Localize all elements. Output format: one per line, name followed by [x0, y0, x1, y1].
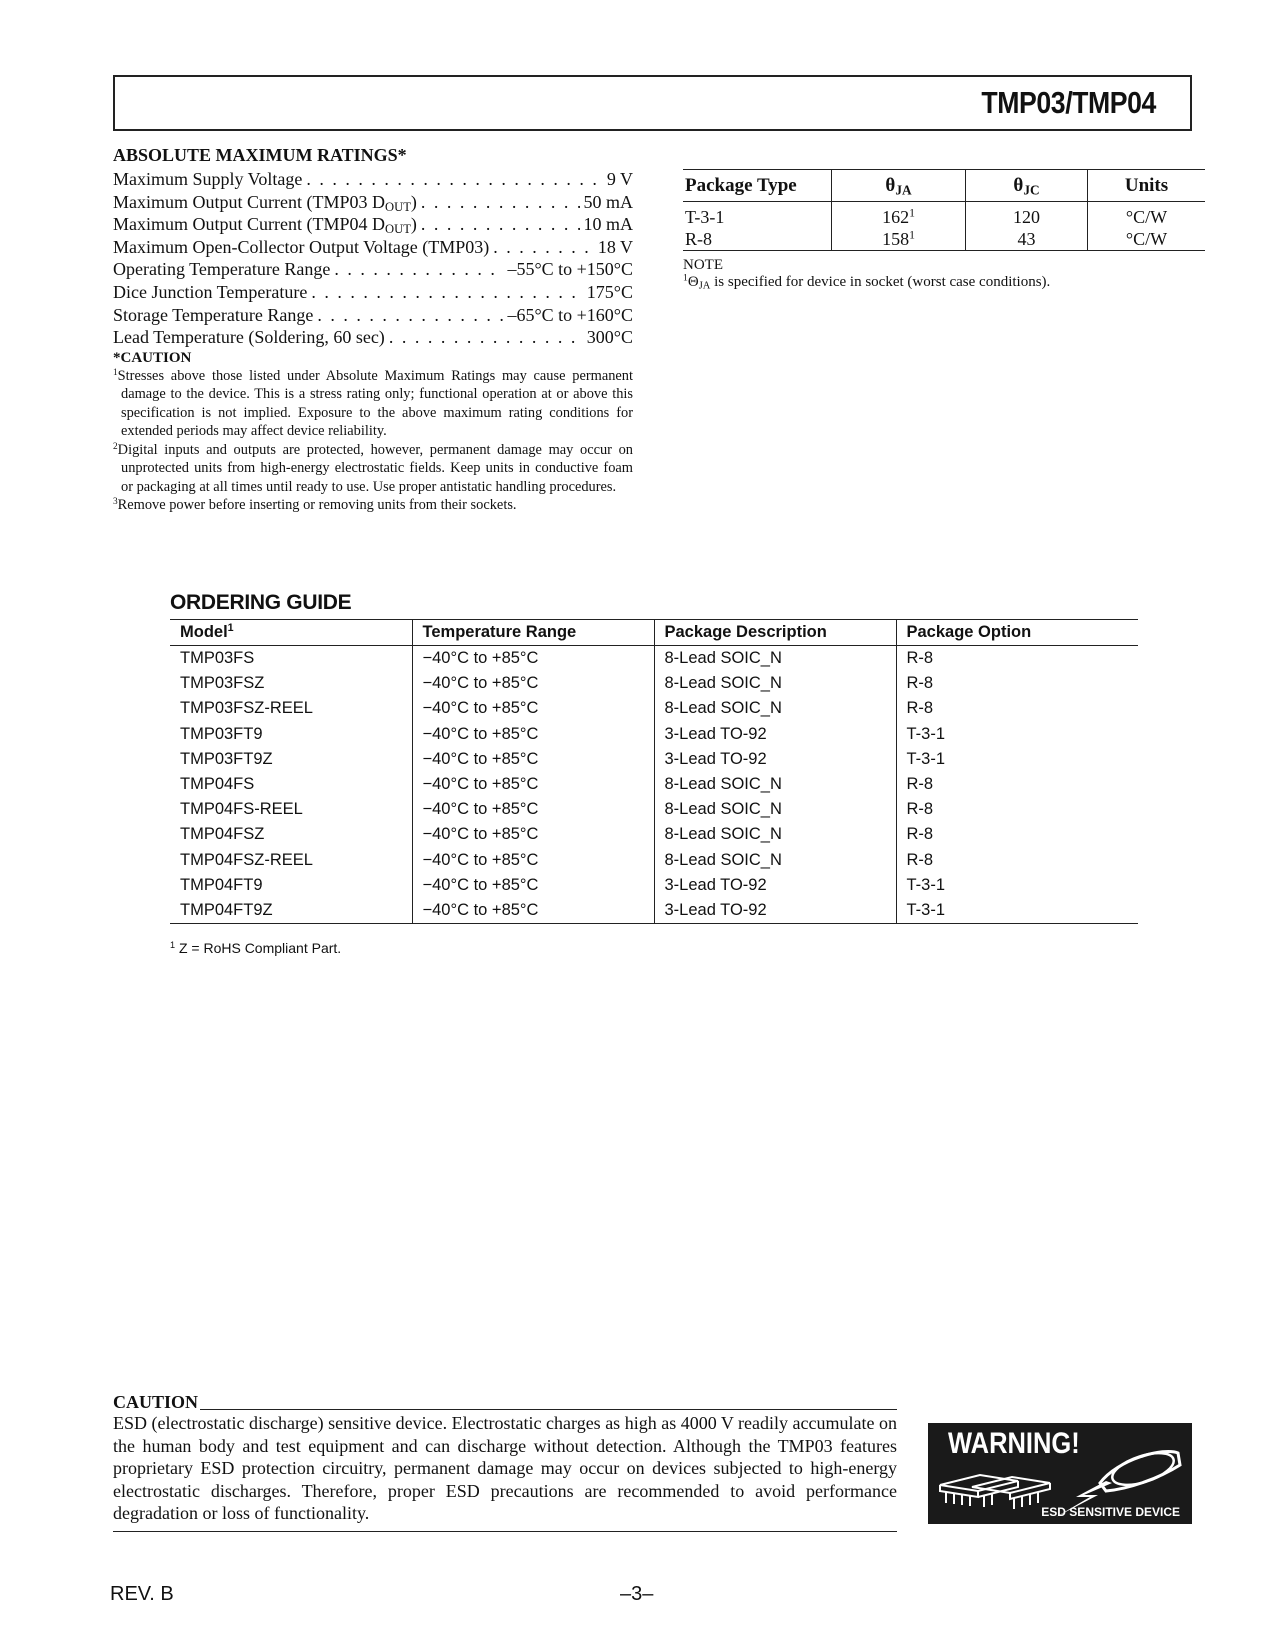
cell-units: °C/W	[1088, 228, 1206, 251]
cell-package-option: R-8	[896, 848, 1138, 873]
cell-model: TMP03FSZ	[180, 674, 265, 693]
leader-dots	[317, 304, 503, 327]
cell-package-description: 8-Lead SOIC_N	[654, 848, 896, 873]
col-units: Units	[1088, 170, 1206, 202]
cell-temperature-range: −40°C to +85°C	[412, 646, 654, 672]
rating-value: –65°C to +160°C	[507, 304, 633, 325]
cell-model: TMP03FT9	[180, 724, 263, 743]
section-title: ORDERING GUIDE	[170, 591, 352, 614]
rating-value: –55°C to +150°C	[507, 259, 633, 280]
cell-temperature-range: −40°C to +85°C	[412, 772, 654, 797]
table-row	[170, 772, 1138, 797]
page-number: –3–	[620, 1583, 654, 1605]
divider	[200, 1409, 897, 1410]
cell-theta-ja: $158^1$	[832, 228, 966, 251]
cell-package-option: T-3-1	[896, 747, 1138, 772]
cell-temperature-range: −40°C to +85°C	[412, 671, 654, 696]
cell-model: TMP04FS-REEL	[180, 800, 303, 819]
cell-package-description: 8-Lead SOIC_N	[654, 772, 896, 797]
cell-temperature-range: −40°C to +85°C	[412, 873, 654, 898]
rating-row	[113, 213, 633, 236]
rating-label: Maximum Supply Voltage	[113, 169, 303, 189]
table-row	[170, 873, 1138, 898]
table-row	[170, 898, 1138, 924]
cell-package-description: 8-Lead SOIC_N	[654, 797, 896, 822]
rating-row	[113, 191, 633, 214]
footnote: $^1$Stresses above those listed under Absolute Maximum Ratings may cause permanent damage to the device. This is a stress rating only; functional operation at or above this specification is not implied. Exposure to the above maximum rating conditions for extended periods may affect device reliability.	[113, 367, 633, 440]
note-label: NOTE	[683, 257, 723, 273]
cell-theta-jc: 43	[966, 228, 1088, 251]
leader-dots	[306, 168, 602, 191]
rating-row	[113, 326, 633, 349]
cell-theta-jc: 120	[966, 202, 1088, 229]
cell-package-description: 8-Lead SOIC_N	[654, 696, 896, 721]
cell-units: °C/W	[1088, 202, 1206, 229]
table-row	[170, 797, 1138, 822]
cell-temperature-range: −40°C to +85°C	[412, 848, 654, 873]
cell-package-description: 3-Lead TO-92	[654, 747, 896, 772]
rating-label: Dice Junction Temperature	[113, 281, 308, 302]
cell-model: TMP04FSZ	[180, 825, 265, 844]
cell-package-description: 8-Lead SOIC_N	[654, 822, 896, 847]
cell-package: T-3-1	[685, 207, 725, 227]
rating-label: Operating Temperature Range	[113, 259, 331, 280]
rating-label: Lead Temperature (Soldering, 60 sec)	[113, 327, 385, 348]
table-row	[170, 696, 1138, 721]
table-row	[170, 848, 1138, 873]
cell-temperature-range: −40°C to +85°C	[412, 822, 654, 847]
table-row	[170, 722, 1138, 747]
esd-label: ESD SENSITIVE DEVICE	[1041, 1505, 1180, 1519]
cell-package-option: R-8	[896, 646, 1138, 672]
col-model: Model$^1$	[170, 620, 412, 646]
warning-text: WARNING!	[948, 1427, 1080, 1460]
esd-caution	[113, 1392, 897, 1532]
cell-package-option: T-3-1	[896, 722, 1138, 747]
leader-dots	[311, 281, 582, 304]
footnote: $^3$Remove power before inserting or removing units from their sockets.	[113, 497, 517, 514]
rating-label: Maximum Output Current (TMP03 $D_{OUT}$)	[113, 191, 417, 214]
rating-row	[113, 236, 633, 259]
cell-theta-ja: $162^1$	[832, 202, 966, 229]
leader-dots	[334, 258, 503, 281]
col-package-type: Package Type	[683, 170, 832, 202]
header-box	[113, 75, 1192, 131]
footnote: $^2$Digital inputs and outputs are protected, however, permanent damage may occur on unprotected units from high-energy electrostatic fields. Keep units in conductive foam or packaging at all times until ready to use. Use proper antistatic handling procedures.	[113, 441, 633, 495]
rating-row	[113, 258, 633, 281]
footnote: $^1$ Z = RoHS Compliant Part.	[170, 940, 342, 957]
cell-package-description: 8-Lead SOIC_N	[654, 646, 896, 672]
table-row	[170, 646, 1138, 672]
cell-package: R-8	[683, 228, 832, 251]
cell-model: TMP03FSZ-REEL	[180, 699, 313, 718]
col-package-option: Package Option	[896, 620, 1138, 646]
cell-model: TMP04FT9	[180, 875, 263, 894]
cell-model: TMP04FT9Z	[170, 898, 412, 924]
note-text: $^1\Theta_{JA}$ is specified for device in socket (worst case conditions).	[683, 272, 1051, 292]
esd-warning-badge	[928, 1423, 1192, 1524]
rating-value: 18 V	[597, 236, 633, 257]
leader-dots	[389, 326, 583, 349]
caution-heading: *CAUTION	[113, 349, 192, 366]
page-title: TMP03/TMP04	[981, 85, 1156, 120]
rating-row	[113, 304, 633, 327]
cell-package-option: R-8	[896, 772, 1138, 797]
table-row	[170, 671, 1138, 696]
col-temperature-range: Temperature Range	[412, 620, 654, 646]
col-theta-ja: $\theta_{JA}$	[832, 170, 966, 202]
rating-label: Maximum Output Current (TMP04 $D_{OUT}$)	[113, 214, 417, 237]
cell-temperature-range: −40°C to +85°C	[412, 722, 654, 747]
table-row	[170, 747, 1138, 772]
table-row	[683, 202, 1205, 229]
leader-dots	[421, 213, 580, 236]
table-row	[683, 228, 1205, 251]
cell-package-description: 3-Lead TO-92	[654, 898, 896, 924]
cell-package-option: R-8	[896, 671, 1138, 696]
rating-value: 10 mA	[583, 214, 633, 235]
cell-model: TMP04FSZ-REEL	[180, 850, 313, 869]
cell-package-description: 8-Lead SOIC_N	[654, 671, 896, 696]
thermal-resistance-table	[683, 169, 1205, 291]
cell-temperature-range: −40°C to +85°C	[412, 797, 654, 822]
leader-dots	[493, 236, 594, 259]
cell-package-option: R-8	[896, 822, 1138, 847]
ordering-guide	[170, 591, 1138, 956]
rating-label: Storage Temperature Range	[113, 304, 314, 325]
cell-package-option: R-8	[896, 797, 1138, 822]
absolute-max-ratings	[113, 145, 633, 515]
caution-title: CAUTION	[113, 1392, 199, 1412]
table-row	[170, 822, 1138, 847]
cell-model: TMP04FS	[180, 775, 255, 794]
revision: REV. B	[110, 1583, 174, 1605]
caution-text: ESD (electrostatic discharge) sensitive device. Electrostatic charges as high as 4000 V readily accumulate on the human body and test equipment and can discharge without detection. Although the TMP03 features proprietary ESD protection circuitry, permanent damage may occur on devices subjected to high-energy electrostatic discharges. Therefore, proper ESD precautions are recommended to avoid performance degradation or loss of functionality.	[113, 1412, 897, 1532]
rating-row	[113, 168, 633, 191]
cell-package-option: R-8	[896, 696, 1138, 721]
cell-model: TMP03FT9Z	[180, 749, 273, 768]
rating-value: 175°C	[586, 281, 633, 302]
rating-value: 50 mA	[583, 191, 633, 212]
rating-label: Maximum Open-Collector Output Voltage (TMP03)	[113, 236, 490, 257]
rating-value: 300°C	[586, 327, 633, 348]
cell-package-description: 3-Lead TO-92	[654, 722, 896, 747]
col-theta-jc: $\theta_{JC}$	[966, 170, 1088, 202]
cell-temperature-range: −40°C to +85°C	[412, 696, 654, 721]
cell-model: TMP03FS	[180, 649, 255, 668]
cell-package-description: 3-Lead TO-92	[654, 873, 896, 898]
cell-temperature-range: −40°C to +85°C	[412, 747, 654, 772]
cell-package-option: T-3-1	[896, 898, 1138, 924]
col-package-description: Package Description	[654, 620, 896, 646]
leader-dots	[421, 191, 580, 214]
cell-temperature-range: −40°C to +85°C	[412, 898, 654, 924]
cell-package-option: T-3-1	[896, 873, 1138, 898]
section-title: ABSOLUTE MAXIMUM RATINGS*	[113, 145, 407, 165]
rating-value: 9 V	[606, 169, 633, 189]
rating-row	[113, 281, 633, 304]
